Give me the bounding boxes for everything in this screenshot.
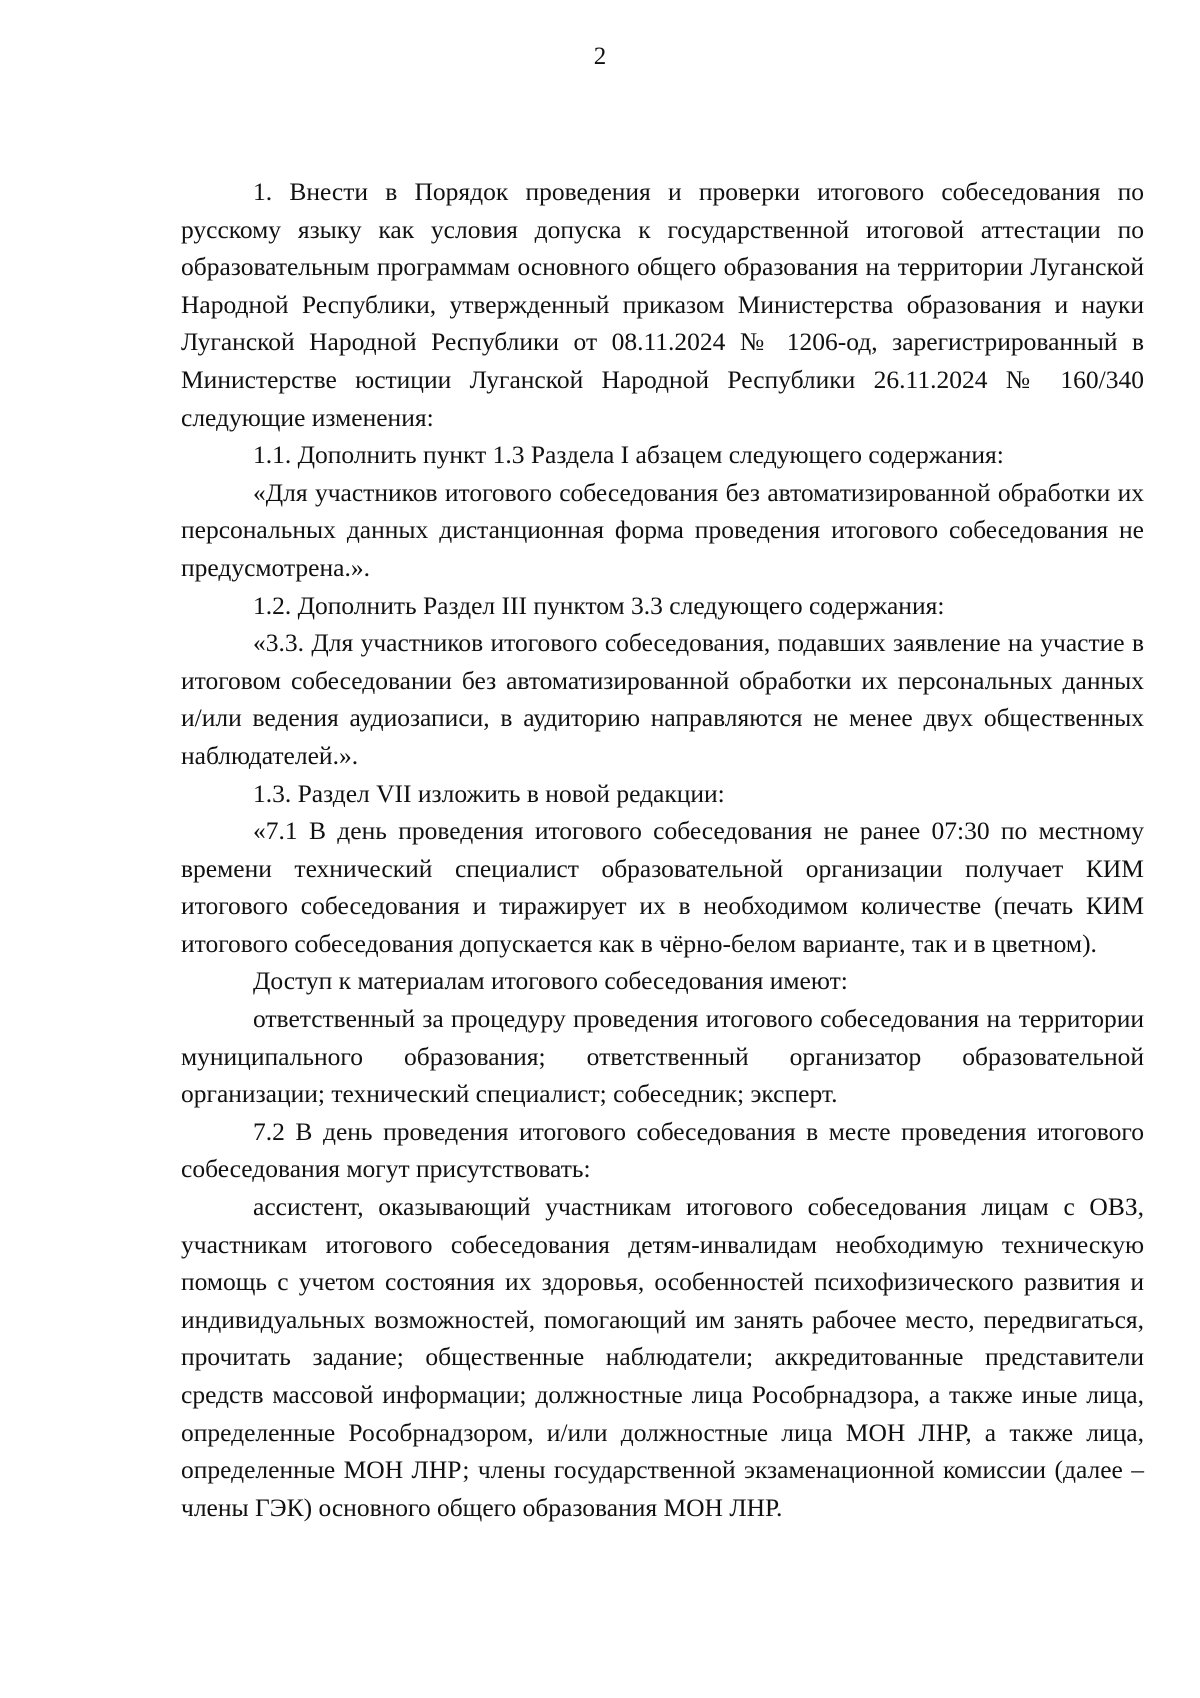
paragraph-quote-1-1: «Для участников итогового собеседования без автоматизированной обработки их персональных данных дистанционная форма проведения итогового собеседования не предусмотрена.».	[181, 477, 1144, 582]
paragraph-item-7-1: «7.1 В день проведения итогового собеседования не ранее 07:30 по местному времени технический специалист образовательной организации получает КИМ итогового собеседования и тиражирует их в необходимом количестве (печать КИМ итогового собеседования допускается как в чёрно-белом варианте, так и в цветном).	[181, 816, 1144, 958]
document-body	[181, 173, 1144, 1526]
paragraph-attendees-list: ассистент, оказывающий участникам итогового собеседования лицам с ОВЗ, участникам итогового собеседования детям-инвалидам необходимую техническую помощь с учетом состояния их здоровья, особенностей психофизического развития и индивидуальных возможностей, помогающий им занять рабочее место, передвигаться, прочитать задание; общественные наблюдатели; аккредитованные представители средств массовой информации; должностные лица Рособрнадзора, а также иные лица, определенные Рособрнадзором, и/или должностные лица МОН ЛНР, а также лица, определенные МОН ЛНР; члены государственной экзаменационной комиссии (далее – члены ГЭК) основного общего образования МОН ЛНР.	[181, 1192, 1144, 1522]
paragraph-item-1: 1. Внести в Порядок проведения и проверки итогового собеседования по русскому языку как условия допуска к государственной итоговой аттестации по образовательным программам основного общего образования на территории Луганской Народной Республики, утвержденный приказом Министерства образования и науки Луганской Народной Республики от 08.11.2024 № 1206-од, зарегистрированный в Министерстве юстиции Луганской Народной Республики 26.11.2024 № 160/340 следующие изменения:	[181, 177, 1144, 432]
paragraph-item-1-3: 1.3. Раздел VII изложить в новой редакции:	[253, 778, 725, 808]
paragraph-item-7-2: 7.2 В день проведения итогового собеседования в месте проведения итогового собеседования могут присутствовать:	[181, 1116, 1144, 1184]
paragraph-item-1-2: 1.2. Дополнить Раздел III пунктом 3.3 следующего содержания:	[253, 590, 945, 620]
page-number: 2	[593, 43, 607, 70]
paragraph-quote-3-3: «3.3. Для участников итогового собеседования, подавших заявление на участие в итоговом собеседовании без автоматизированной обработки их персональных данных и/или ведения аудиозаписи, в аудиторию направляются не менее двух общественных наблюдателей.».	[181, 628, 1144, 770]
paragraph-item-1-1: 1.1. Дополнить пункт 1.3 Раздела I абзацем следующего содержания:	[253, 440, 1004, 470]
paragraph-access-list: ответственный за процедуру проведения итогового собеседования на территории муниципального образования; ответственный организатор образовательной организации; технический специалист; собеседник; эксперт.	[181, 1004, 1144, 1109]
paragraph-access-intro: Доступ к материалам итогового собеседования имеют:	[253, 966, 848, 996]
